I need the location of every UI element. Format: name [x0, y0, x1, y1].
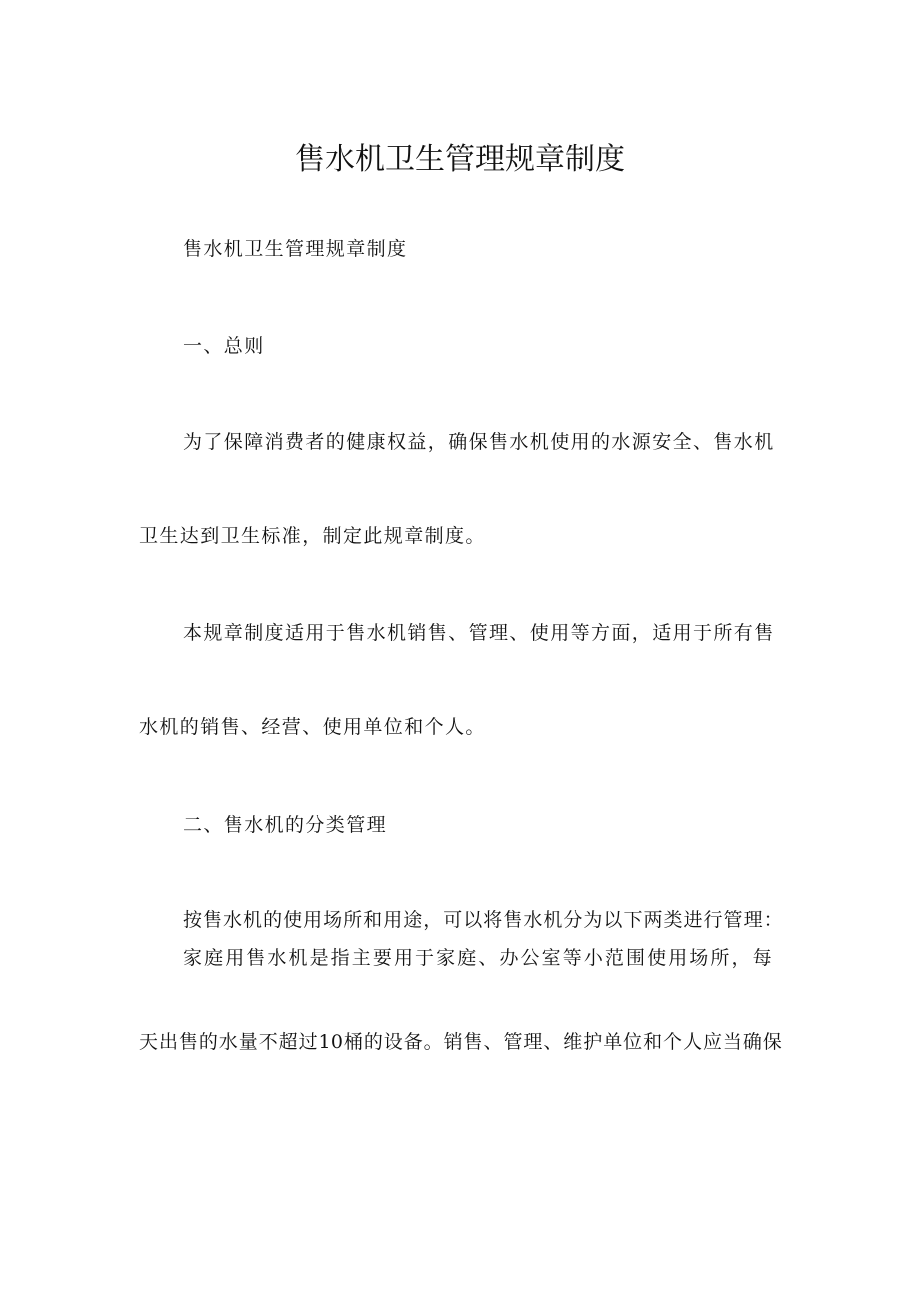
paragraph-line: 水机的销售、经营、使用单位和个人。	[139, 716, 486, 738]
paragraph-line: 卫生达到卫生标准，制定此规章制度。	[139, 525, 486, 547]
document-title: 售水机卫生管理规章制度	[295, 142, 625, 177]
paragraph-line: 天出售的水量不超过10桶的设备。销售、管理、维护单位和个人应当确保	[139, 1031, 782, 1053]
section-heading-general: 一、总则	[183, 335, 265, 357]
paragraph-line: 为了保障消费者的健康权益，确保售水机使用的水源安全、售水机	[183, 431, 775, 453]
subtitle-line: 售水机卫生管理规章制度	[183, 238, 408, 260]
section-heading-classification: 二、售水机的分类管理	[183, 814, 388, 836]
paragraph-line: 按售水机的使用场所和用途，可以将售水机分为以下两类进行管理：	[183, 909, 783, 931]
paragraph-line: 家庭用售水机是指主要用于家庭、办公室等小范围使用场所，每	[183, 947, 773, 969]
paragraph-line: 本规章制度适用于售水机销售、管理、使用等方面，适用于所有售	[183, 622, 775, 644]
